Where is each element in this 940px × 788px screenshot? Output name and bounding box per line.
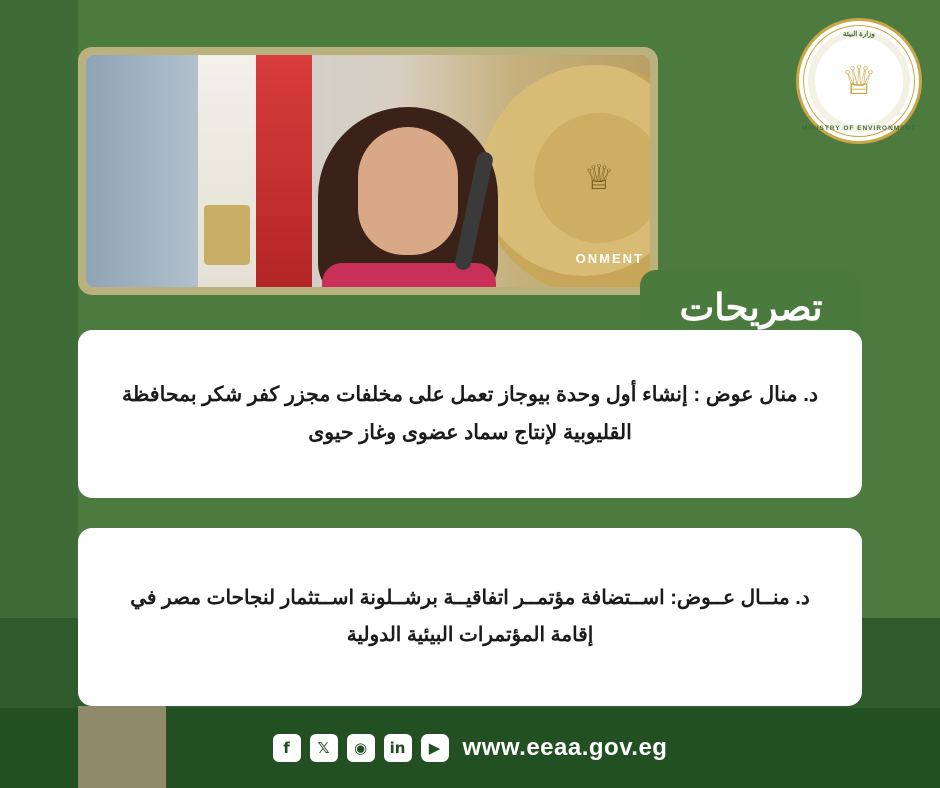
seal-text: ONMENT [575, 251, 644, 266]
statement-text-2: د. منــال عــوض: اســتضافة مؤتمــر اتفاقيــة برشــلونة اســتثمار لنجاحات مصر في إقامة المؤتمرات البيئية الدولية [130, 587, 810, 646]
linkedin-icon[interactable]: in [384, 734, 412, 762]
portrait-frame [78, 47, 658, 295]
ministry-logo [796, 18, 922, 144]
logo-ring [803, 25, 915, 137]
x-twitter-icon[interactable]: 𝕏 [310, 734, 338, 762]
person-body [322, 263, 496, 287]
logo-english-label: MINISTRY OF ENVIRONMENT [801, 125, 917, 132]
person-face [358, 127, 458, 255]
social-links [273, 734, 449, 762]
statement-card-1 [78, 330, 862, 498]
section-tab-label: تصريحات [679, 286, 823, 328]
facebook-icon[interactable]: f [273, 734, 301, 762]
instagram-icon[interactable]: ◉ [347, 734, 375, 762]
statement-text-1: د. منال عوض : إنشاء أول وحدة بيوجاز تعمل على مخلفات مجزر كفر شكر بمحافظة القليوبية لإنتاج سماد عضوى وغاز حيوى [121, 383, 819, 444]
statement-card-2 [78, 528, 862, 706]
youtube-icon[interactable]: ▶ [421, 734, 449, 762]
flag-emblem-icon [204, 205, 250, 265]
footer [0, 708, 940, 788]
minister-portrait [86, 55, 650, 287]
background-seal-emblem-icon: ♕ [534, 113, 650, 243]
flag-red-stripe [256, 55, 312, 287]
eagle-icon: ♕ [841, 59, 877, 103]
website-url[interactable]: www.eeaa.gov.eg [462, 734, 668, 761]
logo-arabic-label: وزارة البيئة [843, 31, 875, 38]
